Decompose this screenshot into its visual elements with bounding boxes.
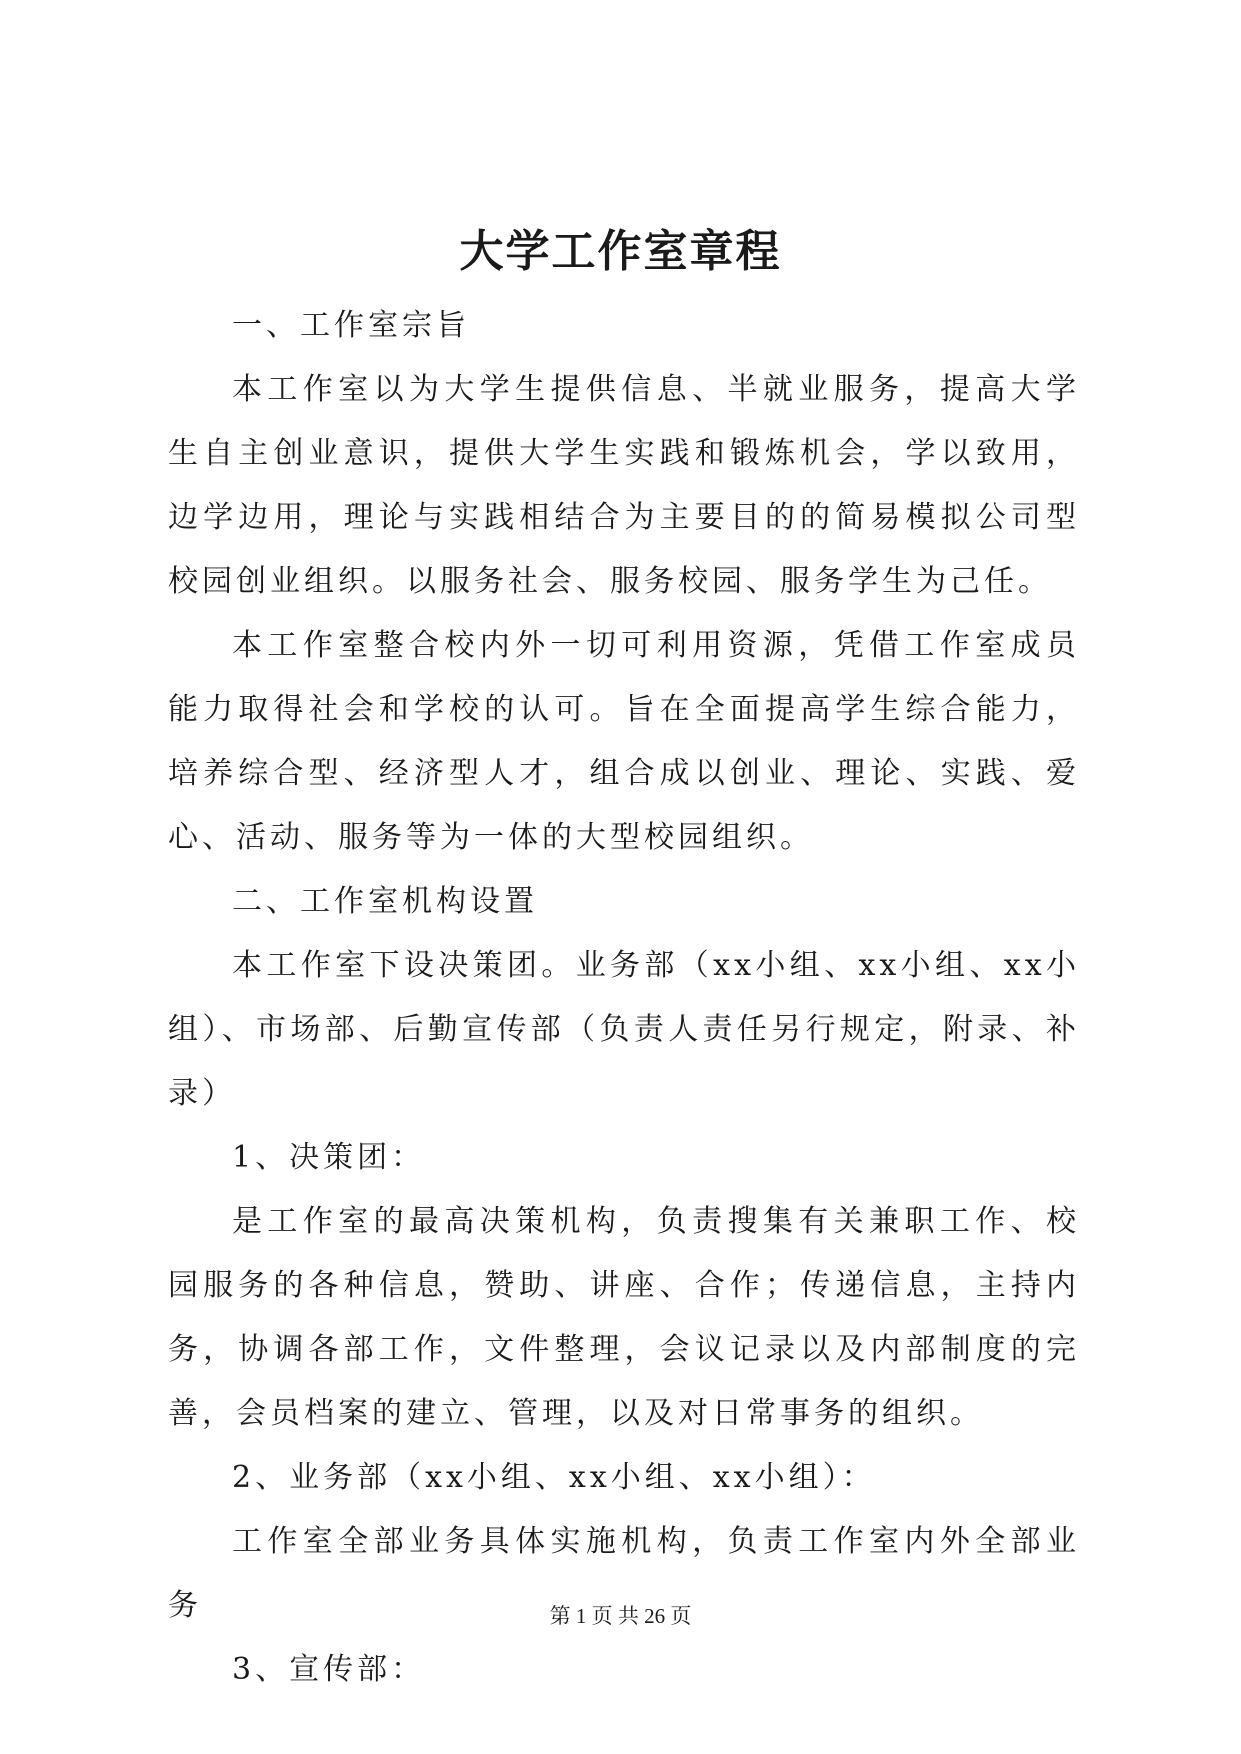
subheading-publicity-dept: 3、宣传部： xyxy=(232,1652,426,1687)
section-heading-purpose: 一、工作室宗旨 xyxy=(232,308,470,343)
section-heading-structure: 二、工作室机构设置 xyxy=(232,884,538,919)
subheading-business-dept: 2、业务部（xx小组、xx小组、xx小组）： xyxy=(232,1460,876,1495)
paragraph-purpose-2: 本工作室整合校内外一切可利用资源，凭借工作室成员能力取得社会和学校的认可。旨在全面提高学生综合能力，培养综合型、经济型人才，组合成以创业、理论、实践、爱心、活动、服务等为一体的大型校园组织。 xyxy=(168,628,1080,855)
page-footer: 第 1 页 共 26 页 xyxy=(549,1604,692,1628)
document-title: 大学工作室章程 xyxy=(459,226,782,277)
document-body xyxy=(168,294,1080,1702)
paragraph-purpose-1: 本工作室以为大学生提供信息、半就业服务，提高大学生自主创业意识，提供大学生实践和锻炼机会，学以致用，边学边用，理论与实践相结合为主要目的的简易模拟公司型校园创业组织。以服务社会、服务校园、服务学生为己任。 xyxy=(168,372,1080,599)
paragraph-structure: 本工作室下设决策团。业务部（xx小组、xx小组、xx小组）、市场部、后勤宣传部（负责人责任另行规定，附录、补录） xyxy=(168,948,1080,1111)
paragraph-decision-group: 是工作室的最高决策机构，负责搜集有关兼职工作、校园服务的各种信息，赞助、讲座、合作；传递信息，主持内务，协调各部工作，文件整理，会议记录以及内部制度的完善，会员档案的建立、管理，以及对日常事务的组织。 xyxy=(168,1204,1080,1431)
paragraph-business-dept: 工作室全部业务具体实施机构，负责工作室内外全部业务 xyxy=(168,1524,1080,1623)
subheading-decision-group: 1、决策团： xyxy=(232,1140,426,1175)
